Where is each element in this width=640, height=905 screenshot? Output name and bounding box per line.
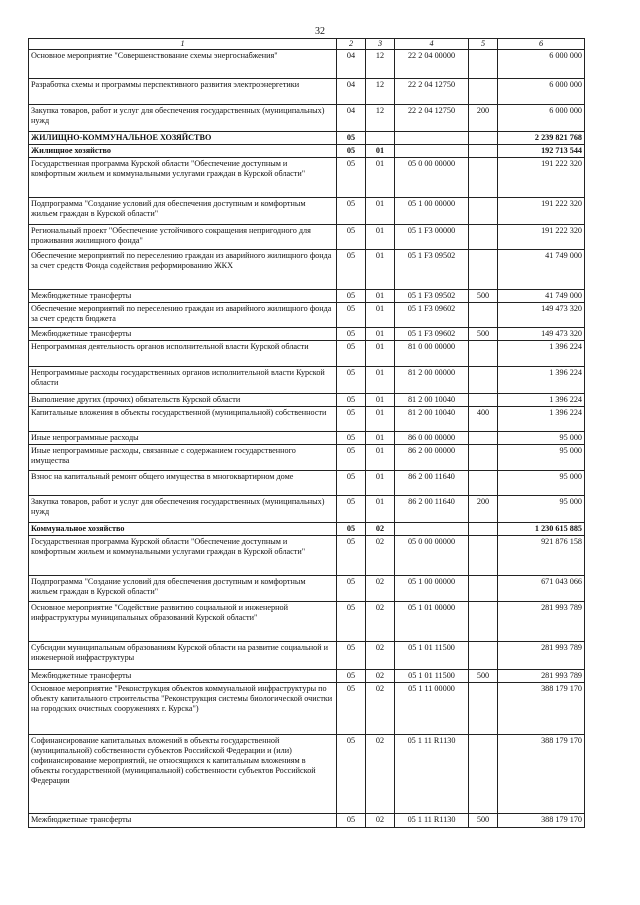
row-expense-type-cell: [469, 445, 498, 471]
row-subsection-cell: 01: [366, 471, 395, 496]
row-expense-type-cell: [469, 602, 498, 642]
row-section-cell: 05: [337, 290, 366, 303]
table-row: [29, 367, 585, 394]
row-target-article-cell: 05 1 11 00000: [395, 683, 469, 735]
row-target-article-cell: 22 2 04 12750: [395, 79, 469, 105]
row-name-cell: Основное мероприятие "Содействие развитию социальной и инженерной инфраструктуры муниципальных образований Курской области": [29, 602, 337, 642]
row-target-article-cell: 05 1 F3 09602: [395, 303, 469, 328]
table-row: [29, 198, 585, 225]
table-row: [29, 105, 585, 132]
row-subsection-cell: 02: [366, 735, 395, 814]
row-subsection-cell: 02: [366, 536, 395, 576]
row-expense-type-cell: [469, 341, 498, 367]
row-name-cell: Подпрограмма "Создание условий для обеспечения доступным и комфортным жильем граждан в Курской области": [29, 576, 337, 602]
row-subsection-cell: 02: [366, 814, 395, 828]
row-amount-cell: 6 000 000: [498, 105, 585, 132]
table-row: [29, 290, 585, 303]
row-amount-cell: 95 000: [498, 496, 585, 523]
row-amount-cell: 149 473 320: [498, 328, 585, 341]
row-section-cell: 05: [337, 642, 366, 670]
row-target-article-cell: [395, 145, 469, 158]
row-amount-cell: 41 749 000: [498, 250, 585, 290]
row-target-article-cell: 05 1 00 00000: [395, 576, 469, 602]
row-name-cell: Межбюджетные трансферты: [29, 814, 337, 828]
row-amount-cell: 1 396 224: [498, 407, 585, 432]
row-amount-cell: 95 000: [498, 432, 585, 445]
row-expense-type-cell: [469, 536, 498, 576]
table-row: [29, 225, 585, 250]
row-section-cell: 05: [337, 602, 366, 642]
row-amount-cell: 388 179 170: [498, 683, 585, 735]
row-section-cell: 05: [337, 407, 366, 432]
table-row: [29, 602, 585, 642]
table-row: [29, 132, 585, 145]
row-subsection-cell: 01: [366, 432, 395, 445]
row-name-cell: Государственная программа Курской области "Обеспечение доступным и комфортным жильем и коммунальными услугами граждан в Курской области": [29, 536, 337, 576]
row-target-article-cell: 81 0 00 00000: [395, 341, 469, 367]
row-section-cell: 05: [337, 198, 366, 225]
row-expense-type-cell: 500: [469, 814, 498, 828]
row-expense-type-cell: [469, 432, 498, 445]
row-expense-type-cell: 500: [469, 290, 498, 303]
row-name-cell: Межбюджетные трансферты: [29, 670, 337, 683]
row-subsection-cell: 01: [366, 367, 395, 394]
row-target-article-cell: 22 2 04 12750: [395, 105, 469, 132]
row-subsection-cell: 01: [366, 496, 395, 523]
row-name-cell: Взнос на капитальный ремонт общего имущества в многоквартирном доме: [29, 471, 337, 496]
row-amount-cell: 281 993 789: [498, 670, 585, 683]
row-amount-cell: 191 222 320: [498, 198, 585, 225]
table-row: [29, 394, 585, 407]
row-amount-cell: 149 473 320: [498, 303, 585, 328]
row-target-article-cell: 05 0 00 00000: [395, 536, 469, 576]
row-name-cell: Региональный проект "Обеспечение устойчивого сокращения непригодного для проживания жилищного фонда": [29, 225, 337, 250]
row-section-cell: 05: [337, 735, 366, 814]
row-section-cell: 05: [337, 523, 366, 536]
table-row: [29, 523, 585, 536]
row-name-cell: Непрограммные расходы государственных органов исполнительной власти Курской области: [29, 367, 337, 394]
row-target-article-cell: 86 2 00 11640: [395, 496, 469, 523]
table-row: [29, 536, 585, 576]
row-subsection-cell: 01: [366, 341, 395, 367]
row-amount-cell: 95 000: [498, 471, 585, 496]
row-section-cell: 05: [337, 536, 366, 576]
row-expense-type-cell: [469, 642, 498, 670]
row-name-cell: Обеспечение мероприятий по переселению граждан из аварийного жилищного фонда за счет средств бюджета: [29, 303, 337, 328]
row-subsection-cell: 01: [366, 407, 395, 432]
row-amount-cell: 6 000 000: [498, 50, 585, 79]
row-section-cell: 05: [337, 445, 366, 471]
table-row: [29, 735, 585, 814]
row-amount-cell: 191 222 320: [498, 225, 585, 250]
row-name-cell: Капитальные вложения в объекты государственной (муниципальной) собственности: [29, 407, 337, 432]
row-target-article-cell: 86 0 00 00000: [395, 432, 469, 445]
row-expense-type-cell: 200: [469, 496, 498, 523]
row-target-article-cell: 81 2 00 10040: [395, 394, 469, 407]
row-section-cell: 05: [337, 432, 366, 445]
row-expense-type-cell: [469, 303, 498, 328]
row-target-article-cell: 05 1 F3 00000: [395, 225, 469, 250]
row-subsection-cell: 01: [366, 328, 395, 341]
row-subsection-cell: 01: [366, 225, 395, 250]
row-section-cell: 04: [337, 79, 366, 105]
row-name-cell: Разработка схемы и программы перспективного развития электроэнергетики: [29, 79, 337, 105]
row-expense-type-cell: [469, 132, 498, 145]
row-name-cell: Выполнение других (прочих) обязательств Курской области: [29, 394, 337, 407]
row-name-cell: Межбюджетные трансферты: [29, 328, 337, 341]
row-target-article-cell: 05 1 F3 09602: [395, 328, 469, 341]
row-name-cell: Основное мероприятие "Совершенствование схемы энергоснабжения": [29, 50, 337, 79]
row-expense-type-cell: [469, 683, 498, 735]
row-name-cell: Жилищное хозяйство: [29, 145, 337, 158]
row-subsection-cell: 01: [366, 445, 395, 471]
row-name-cell: Основное мероприятие "Реконструкция объектов коммунальной инфраструктуры по объекту капитального строительства "Реконструкция системы биологической очистки на городских очистных сооружениях г. Курска"): [29, 683, 337, 735]
header-cell: 4: [395, 39, 469, 50]
row-amount-cell: 388 179 170: [498, 735, 585, 814]
row-amount-cell: 95 000: [498, 445, 585, 471]
row-section-cell: 05: [337, 394, 366, 407]
header-cell: 1: [29, 39, 337, 50]
row-target-article-cell: 05 1 00 00000: [395, 198, 469, 225]
row-expense-type-cell: [469, 250, 498, 290]
row-amount-cell: 191 222 320: [498, 158, 585, 198]
row-subsection-cell: 02: [366, 602, 395, 642]
row-expense-type-cell: [469, 394, 498, 407]
page-number: 32: [315, 26, 325, 37]
row-amount-cell: 671 043 066: [498, 576, 585, 602]
row-target-article-cell: 05 1 01 00000: [395, 602, 469, 642]
row-target-article-cell: 05 1 F3 09502: [395, 290, 469, 303]
row-expense-type-cell: [469, 79, 498, 105]
row-expense-type-cell: [469, 50, 498, 79]
row-name-cell: Коммунальное хозяйство: [29, 523, 337, 536]
row-amount-cell: 41 749 000: [498, 290, 585, 303]
budget-table: [28, 38, 585, 828]
row-amount-cell: 1 396 224: [498, 394, 585, 407]
row-expense-type-cell: 200: [469, 105, 498, 132]
table-row: [29, 642, 585, 670]
row-amount-cell: 921 876 158: [498, 536, 585, 576]
table-row: [29, 250, 585, 290]
row-target-article-cell: [395, 523, 469, 536]
row-section-cell: 04: [337, 105, 366, 132]
row-expense-type-cell: [469, 735, 498, 814]
row-expense-type-cell: [469, 471, 498, 496]
row-name-cell: Софинансирование капитальных вложений в объекты государственной (муниципальной) собственности субъектов Российской Федерации и (или) софинансирование мероприятий, не относящихся к капитальным вложениям в объекты государственной (муниципальной) собственности субъектов Российской Федерации: [29, 735, 337, 814]
row-section-cell: 05: [337, 670, 366, 683]
row-amount-cell: 1 396 224: [498, 367, 585, 394]
row-section-cell: 05: [337, 683, 366, 735]
row-subsection-cell: 01: [366, 290, 395, 303]
row-subsection-cell: 02: [366, 576, 395, 602]
row-section-cell: 05: [337, 341, 366, 367]
row-section-cell: 05: [337, 250, 366, 290]
table-row: [29, 79, 585, 105]
table-row: [29, 445, 585, 471]
table-row: [29, 683, 585, 735]
row-amount-cell: 1 396 224: [498, 341, 585, 367]
row-subsection-cell: 12: [366, 79, 395, 105]
row-target-article-cell: [395, 132, 469, 145]
row-target-article-cell: 86 2 00 11640: [395, 471, 469, 496]
row-target-article-cell: 86 2 00 00000: [395, 445, 469, 471]
row-amount-cell: 192 713 544: [498, 145, 585, 158]
row-expense-type-cell: [469, 158, 498, 198]
table-row: [29, 328, 585, 341]
row-amount-cell: 6 000 000: [498, 79, 585, 105]
row-expense-type-cell: [469, 576, 498, 602]
table-row: [29, 471, 585, 496]
row-name-cell: Закупка товаров, работ и услуг для обеспечения государственных (муниципальных) нужд: [29, 496, 337, 523]
header-cell: 2: [337, 39, 366, 50]
header-cell: 6: [498, 39, 585, 50]
row-name-cell: Иные непрограммные расходы, связанные с содержанием государственного имущества: [29, 445, 337, 471]
row-expense-type-cell: [469, 225, 498, 250]
table-row: [29, 145, 585, 158]
row-name-cell: Непрограммная деятельность органов исполнительной власти Курской области: [29, 341, 337, 367]
row-subsection-cell: 01: [366, 145, 395, 158]
header-cell: 3: [366, 39, 395, 50]
table-row: [29, 814, 585, 828]
row-section-cell: 05: [337, 145, 366, 158]
row-subsection-cell: 02: [366, 683, 395, 735]
table-row: [29, 341, 585, 367]
row-target-article-cell: 05 1 11 R1130: [395, 735, 469, 814]
row-subsection-cell: 01: [366, 303, 395, 328]
row-target-article-cell: 81 2 00 10040: [395, 407, 469, 432]
row-name-cell: Обеспечение мероприятий по переселению граждан из аварийного жилищного фонда за счет средств Фонда содействия реформированию ЖКХ: [29, 250, 337, 290]
row-subsection-cell: 02: [366, 523, 395, 536]
row-name-cell: Закупка товаров, работ и услуг для обеспечения государственных (муниципальных) нужд: [29, 105, 337, 132]
row-section-cell: 05: [337, 303, 366, 328]
row-section-cell: 05: [337, 158, 366, 198]
row-amount-cell: 281 993 789: [498, 642, 585, 670]
table-row: [29, 407, 585, 432]
row-expense-type-cell: [469, 145, 498, 158]
row-amount-cell: 2 239 821 768: [498, 132, 585, 145]
row-section-cell: 05: [337, 471, 366, 496]
row-expense-type-cell: 500: [469, 328, 498, 341]
row-target-article-cell: 05 1 01 11500: [395, 642, 469, 670]
row-target-article-cell: 05 0 00 00000: [395, 158, 469, 198]
row-expense-type-cell: [469, 198, 498, 225]
row-name-cell: Субсидии муниципальным образованиям Курской области на развитие социальной и инженерной инфраструктуры: [29, 642, 337, 670]
row-subsection-cell: 01: [366, 250, 395, 290]
row-section-cell: 05: [337, 814, 366, 828]
row-subsection-cell: 01: [366, 198, 395, 225]
row-section-cell: 05: [337, 225, 366, 250]
row-subsection-cell: 01: [366, 394, 395, 407]
row-subsection-cell: 01: [366, 158, 395, 198]
table-row: [29, 158, 585, 198]
row-name-cell: ЖИЛИЩНО-КОММУНАЛЬНОЕ ХОЗЯЙСТВО: [29, 132, 337, 145]
row-expense-type-cell: [469, 523, 498, 536]
row-target-article-cell: 05 1 01 11500: [395, 670, 469, 683]
table-row: [29, 50, 585, 79]
table-row: [29, 303, 585, 328]
row-subsection-cell: [366, 132, 395, 145]
table-row: [29, 496, 585, 523]
row-section-cell: 05: [337, 328, 366, 341]
table-row: [29, 670, 585, 683]
row-name-cell: Иные непрограммные расходы: [29, 432, 337, 445]
header-cell: 5: [469, 39, 498, 50]
row-section-cell: 04: [337, 50, 366, 79]
row-section-cell: 05: [337, 496, 366, 523]
row-amount-cell: 388 179 170: [498, 814, 585, 828]
row-subsection-cell: 12: [366, 105, 395, 132]
row-expense-type-cell: 400: [469, 407, 498, 432]
row-section-cell: 05: [337, 132, 366, 145]
row-amount-cell: 281 993 789: [498, 602, 585, 642]
row-target-article-cell: 81 2 00 00000: [395, 367, 469, 394]
row-name-cell: Межбюджетные трансферты: [29, 290, 337, 303]
table-header-row: [29, 39, 585, 50]
row-name-cell: Подпрограмма "Создание условий для обеспечения доступным и комфортным жильем граждан в Курской области": [29, 198, 337, 225]
row-subsection-cell: 02: [366, 642, 395, 670]
table-row: [29, 576, 585, 602]
row-section-cell: 05: [337, 367, 366, 394]
row-subsection-cell: 02: [366, 670, 395, 683]
row-name-cell: Государственная программа Курской области "Обеспечение доступным и комфортным жильем и коммунальными услугами граждан в Курской области": [29, 158, 337, 198]
row-subsection-cell: 12: [366, 50, 395, 79]
row-target-article-cell: 05 1 F3 09502: [395, 250, 469, 290]
row-target-article-cell: 22 2 04 00000: [395, 50, 469, 79]
row-target-article-cell: 05 1 11 R1130: [395, 814, 469, 828]
row-expense-type-cell: 500: [469, 670, 498, 683]
row-section-cell: 05: [337, 576, 366, 602]
row-amount-cell: 1 230 615 885: [498, 523, 585, 536]
row-expense-type-cell: [469, 367, 498, 394]
table-row: [29, 432, 585, 445]
